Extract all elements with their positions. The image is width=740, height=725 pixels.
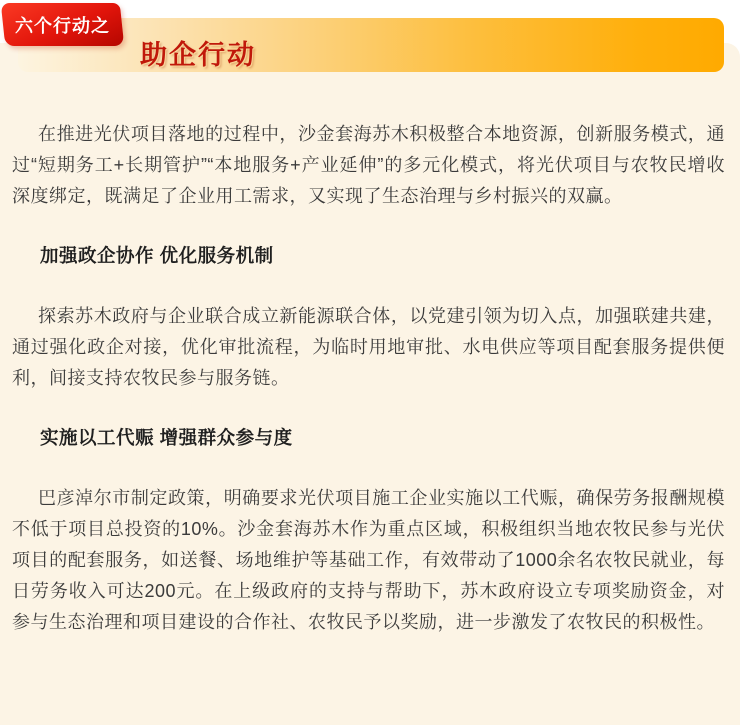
article-panel bbox=[0, 43, 740, 725]
banner-title: 助企行动 bbox=[140, 40, 256, 70]
section-paragraph-2: 巴彦淖尔市制定政策，明确要求光伏项目施工企业实施以工代赈，确保劳务报酬规模不低于项目总投资的10%。沙金套海苏木作为重点区域，积极组织当地农牧民参与光伏项目的配套服务，如送餐、场地维护等基础工作，有效带动了1000余名农牧民就业，每日劳务收入可达200元。在上级政府的支持与帮助下，苏木政府设立专项奖励资金，对参与生态治理和项目建设的合作社、农牧民予以奖励，进一步激发了农牧民的积极性。 bbox=[12, 488, 725, 632]
section-heading-1: 加强政企协作 优化服务机制 bbox=[40, 245, 274, 266]
series-badge-label: 六个行动之 bbox=[15, 15, 110, 36]
section-title-banner bbox=[18, 18, 724, 72]
intro-paragraph: 在推进光伏项目落地的过程中，沙金套海苏木积极整合本地资源，创新服务模式，通过“短期务工+长期管护”“本地服务+产业延伸”的多元化模式，将光伏项目与农牧民增收深度绑定，既满足了企业用工需求，又实现了生态治理与乡村振兴的双赢。 bbox=[12, 124, 725, 206]
section-heading-2: 实施以工代赈 增强群众参与度 bbox=[40, 427, 293, 448]
section-paragraph-1: 探索苏木政府与企业联合成立新能源联合体，以党建引领为切入点，加强联建共建，通过强化政企对接，优化审批流程，为临时用地审批、水电供应等项目配套服务提供便利，间接支持农牧民参与服务链。 bbox=[12, 306, 725, 388]
article-body bbox=[12, 119, 725, 638]
series-badge bbox=[1, 3, 125, 46]
